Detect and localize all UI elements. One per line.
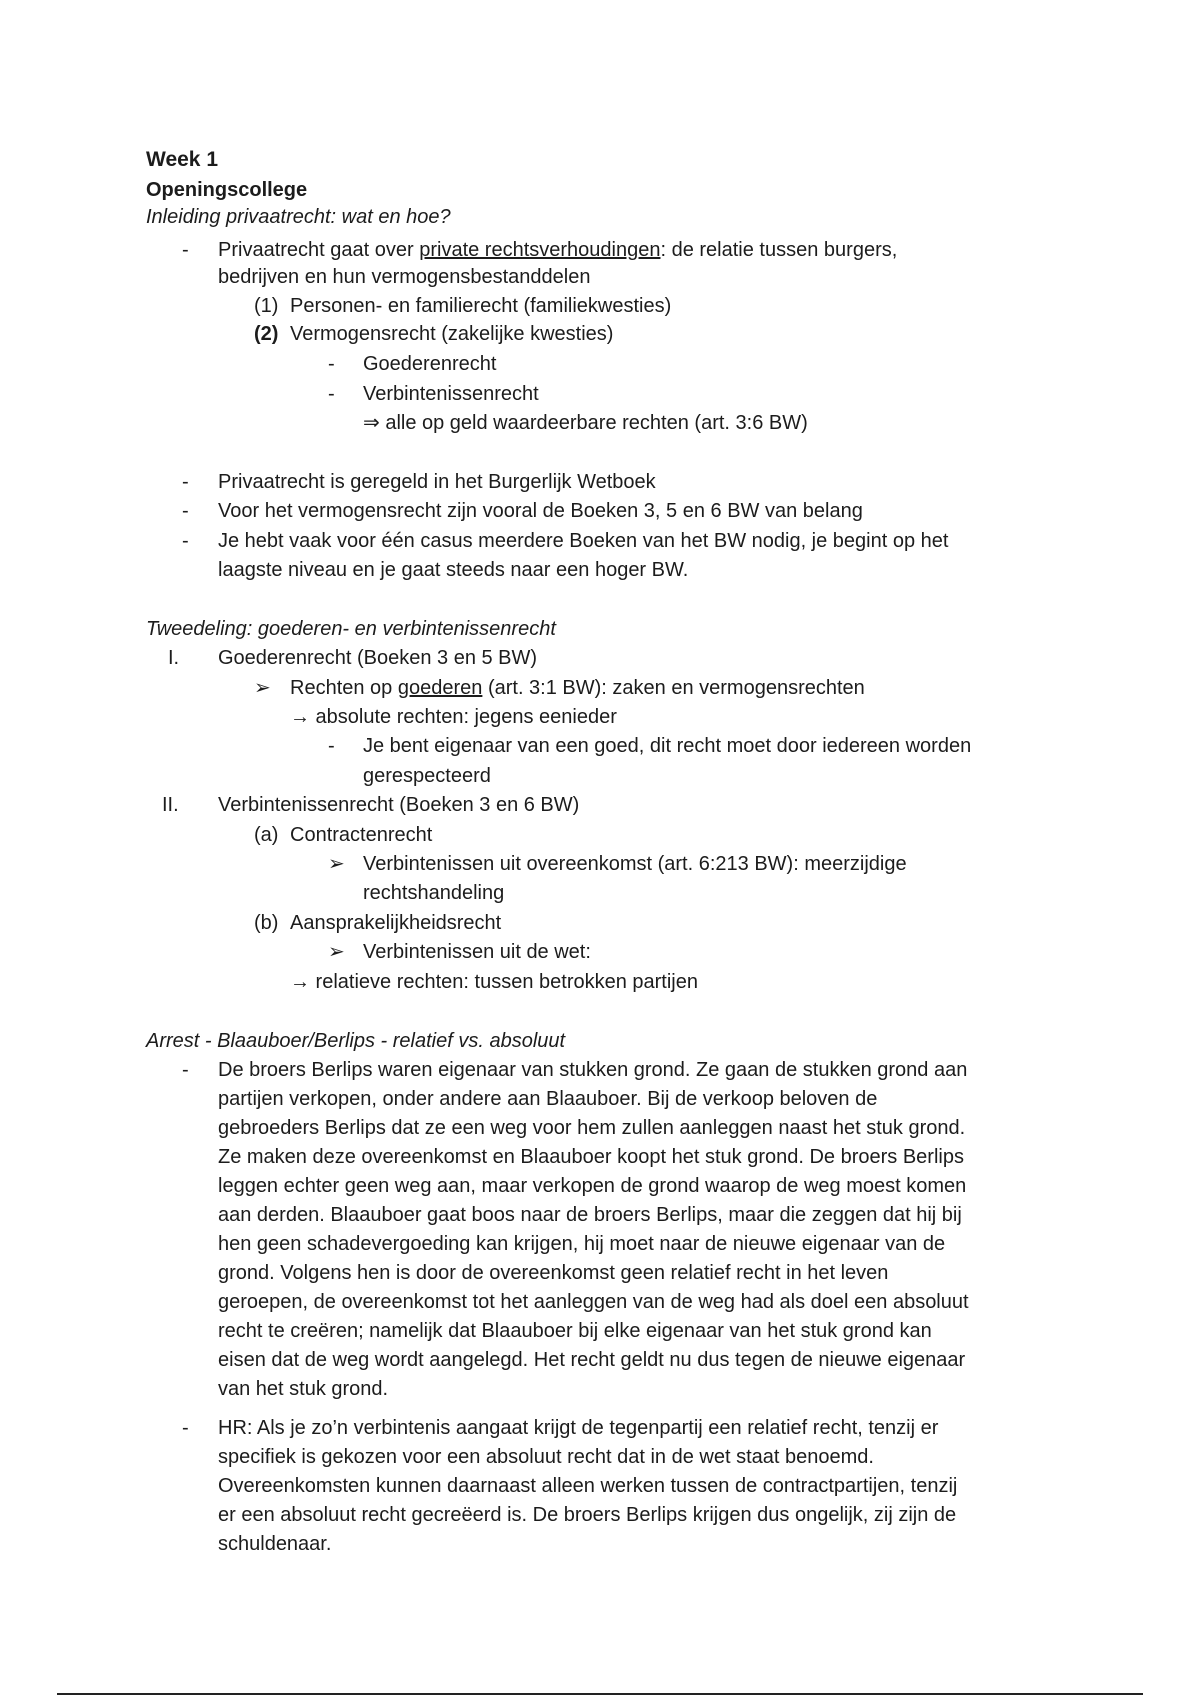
list-item: Privaatrecht is geregeld in het Burgerlijk Wetboek xyxy=(218,471,656,493)
college-heading: Openingscollege xyxy=(146,179,308,201)
underlined-term: private rechtsverhoudingen xyxy=(419,239,661,261)
ruling-line: er een absoluut recht gecreëerd is. De broers Berlips krijgen dus ongelijk, zij zijn de xyxy=(218,1504,957,1526)
list-item-continuation: bedrijven en hun vermogensbestanddelen xyxy=(218,266,591,288)
arrow-item xyxy=(290,674,865,703)
bullet-dash: - xyxy=(182,471,189,493)
ruling-line: HR: Als je zo’n verbintenis aangaat krijgt de tegenpartij een relatief recht, tenzij er xyxy=(218,1417,939,1439)
numbered-item: Personen- en familierecht (familiekwesties) xyxy=(290,295,672,317)
bullet-dash: - xyxy=(182,1059,189,1081)
case-facts-line: Ze maken deze overeenkomst en Blaauboer koopt het stuk grond. De broers Berlips xyxy=(218,1146,964,1168)
list-item: Je hebt vaak voor één casus meerdere Boeken van het BW nodig, je begint op het xyxy=(218,530,949,552)
case-facts-line: grond. Volgens hen is door de overeenkomst geen relatief recht in het leven xyxy=(218,1262,889,1284)
number-marker: (1) xyxy=(254,295,279,317)
bullet-dash: - xyxy=(182,239,189,261)
absolute-rights-line: → absolute rechten: jegens eenieder xyxy=(290,706,617,728)
list-item: Voor het vermogensrecht zijn vooral de Boeken 3, 5 en 6 BW van belang xyxy=(218,500,863,522)
sub-item-continuation: gerespecteerd xyxy=(363,765,491,787)
case-facts-line: eisen dat de weg wordt aangelegd. Het recht geldt nu dus tegen de nieuwe eigenaar xyxy=(218,1349,966,1371)
alpha-item: Aansprakelijkheidsrecht xyxy=(290,912,502,934)
case-facts-line: aan derden. Blaauboer gaat boos naar de broers Berlips, maar die zeggen dat hij bij xyxy=(218,1204,962,1226)
section-heading-2: Tweedeling: goederen- en verbintenissenrecht xyxy=(146,618,556,640)
case-facts-line: recht te creëren; namelijk dat Blaauboer bij elke eigenaar van het stuk grond kan xyxy=(218,1320,932,1342)
number-marker: (2) xyxy=(254,323,279,345)
arrow-bullet: ➢ xyxy=(254,677,271,699)
case-facts-line: van het stuk grond. xyxy=(218,1378,389,1400)
arrow-bullet: ➢ xyxy=(328,853,345,875)
text-segment: (art. 3:1 BW): zaken en vermogensrechten xyxy=(482,677,865,699)
bullet-dash: - xyxy=(328,735,335,757)
arrow-item: Verbintenissen uit de wet: xyxy=(363,941,591,963)
case-facts-line: hen geen schadevergoeding kan krijgen, hij moet naar de nieuwe eigenaar van de xyxy=(218,1233,946,1255)
bullet-dash: - xyxy=(182,530,189,552)
bullet-dash: - xyxy=(328,353,335,375)
ruling-line: schuldenaar. xyxy=(218,1533,332,1555)
footer-rule xyxy=(57,1693,1143,1695)
sub-item: Goederenrecht xyxy=(363,353,497,375)
case-facts-line: De broers Berlips waren eigenaar van stukken grond. Ze gaan de stukken grond aan xyxy=(218,1059,968,1081)
case-facts-line: leggen echter geen weg aan, maar verkopen de grond waarop de weg moest komen xyxy=(218,1175,967,1197)
numbered-item: Vermogensrecht (zakelijke kwesties) xyxy=(290,323,614,345)
sub-item: Verbintenissenrecht xyxy=(363,383,539,405)
arrow-item-continuation: rechtshandeling xyxy=(363,882,505,904)
ruling-line: Overeenkomsten kunnen daarnaast alleen werken tussen de contractpartijen, tenzij xyxy=(218,1475,958,1497)
bullet-dash: - xyxy=(182,500,189,522)
arrow-bullet: ➢ xyxy=(328,941,345,963)
roman-item: Goederenrecht (Boeken 3 en 5 BW) xyxy=(218,647,538,669)
alpha-marker: (a) xyxy=(254,824,279,846)
sub-item: Je bent eigenaar van een goed, dit recht moet door iedereen worden xyxy=(363,735,972,757)
text-segment: : de relatie tussen burgers, xyxy=(660,239,898,261)
list-item xyxy=(218,236,897,265)
week-heading: Week 1 xyxy=(146,148,218,171)
roman-marker: I. xyxy=(168,647,180,669)
bullet-dash: - xyxy=(328,383,335,405)
arrow-item: Verbintenissen uit overeenkomst (art. 6:213 BW): meerzijdige xyxy=(363,853,907,875)
ruling-line: specifiek is gekozen voor een absoluut recht dat in de wet staat benoemd. xyxy=(218,1446,874,1468)
case-facts-line: gebroeders Berlips dat ze een weg voor hem zullen aanleggen naast het stuk grond. xyxy=(218,1117,966,1139)
roman-item: Verbintenissenrecht (Boeken 3 en 6 BW) xyxy=(218,794,580,816)
roman-marker: II. xyxy=(162,794,179,816)
case-facts-line: partijen verkopen, onder andere aan Blaauboer. Bij de verkoop beloven de xyxy=(218,1088,878,1110)
alpha-item: Contractenrecht xyxy=(290,824,433,846)
section-heading-3: Arrest - Blaauboer/Berlips - relatief vs. absoluut xyxy=(146,1030,566,1052)
case-facts-line: geroepen, de overeenkomst tot het aanleggen van de weg had als doel een absoluut xyxy=(218,1291,969,1313)
text-segment: Privaatrecht gaat over xyxy=(218,239,420,261)
underlined-term: goederen xyxy=(397,677,483,699)
bullet-dash: - xyxy=(182,1417,189,1439)
relative-rights-line: → relatieve rechten: tussen betrokken partijen xyxy=(290,971,698,993)
list-item-continuation: laagste niveau en je gaat steeds naar een hoger BW. xyxy=(218,559,689,581)
implies-line: ⇒ alle op geld waardeerbare rechten (art. 3:6 BW) xyxy=(363,412,808,434)
text-segment: Rechten op xyxy=(290,677,398,699)
section-heading-1: Inleiding privaatrecht: wat en hoe? xyxy=(146,206,451,228)
alpha-marker: (b) xyxy=(254,912,279,934)
